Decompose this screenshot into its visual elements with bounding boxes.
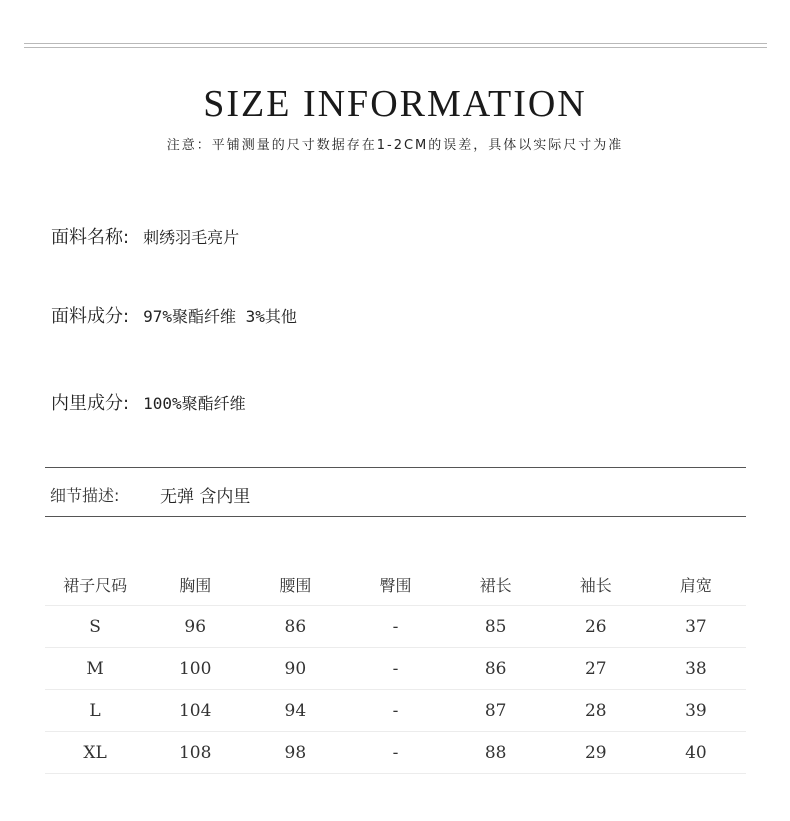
measurement-note: 注意：平铺测量的尺寸数据存在1-2CM的误差，具体以实际尺寸为准 — [166, 138, 624, 153]
fabric-composition-label: 面料成分: — [51, 306, 130, 327]
page-title: SIZE INFORMATION — [203, 83, 587, 125]
table-cell: L — [45, 690, 145, 732]
table-row — [45, 606, 746, 648]
table-cell: 108 — [145, 732, 245, 774]
table-cell: 40 — [646, 732, 746, 774]
details-box — [45, 467, 746, 517]
table-cell: 27 — [546, 648, 646, 690]
table-cell: XL — [45, 732, 145, 774]
table-cell: - — [345, 732, 445, 774]
table-cell: M — [45, 648, 145, 690]
table-cell: 104 — [145, 690, 245, 732]
table-cell: 38 — [646, 648, 746, 690]
table-cell: 86 — [245, 606, 345, 648]
size-table-header-row — [45, 563, 746, 606]
header-shoulder-width: 肩宽 — [646, 563, 746, 606]
table-cell: S — [45, 606, 145, 648]
header-hip: 臀围 — [345, 563, 445, 606]
top-divider-line — [24, 47, 767, 48]
header-waist: 腰围 — [245, 563, 345, 606]
header-skirt-length: 裙长 — [446, 563, 546, 606]
lining-composition-value: 100%聚酯纤维 — [143, 394, 246, 413]
table-row — [45, 690, 746, 732]
table-cell: 96 — [145, 606, 245, 648]
table-cell: 100 — [145, 648, 245, 690]
table-cell: 87 — [446, 690, 546, 732]
table-cell: 88 — [446, 732, 546, 774]
table-cell: - — [345, 648, 445, 690]
table-cell: 39 — [646, 690, 746, 732]
table-cell: - — [345, 606, 445, 648]
table-row — [45, 732, 746, 774]
header-size: 裙子尺码 — [45, 563, 145, 606]
table-cell: 26 — [546, 606, 646, 648]
fabric-composition-value: 97%聚酯纤维 3%其他 — [143, 307, 297, 326]
details-value: 无弹 含内里 — [160, 487, 251, 507]
fabric-name-value: 刺绣羽毛亮片 — [143, 228, 240, 247]
table-cell: 29 — [546, 732, 646, 774]
lining-composition-row — [51, 393, 246, 415]
header-bust: 胸围 — [145, 563, 245, 606]
table-cell: 94 — [245, 690, 345, 732]
fabric-name-label: 面料名称: — [51, 227, 130, 248]
table-cell: 86 — [446, 648, 546, 690]
details-label: 细节描述: — [50, 486, 120, 505]
table-row — [45, 648, 746, 690]
table-cell: 85 — [446, 606, 546, 648]
top-divider-line — [24, 43, 767, 44]
size-table — [45, 563, 746, 774]
table-cell: - — [345, 690, 445, 732]
table-cell: 90 — [245, 648, 345, 690]
table-cell: 28 — [546, 690, 646, 732]
lining-composition-label: 内里成分: — [51, 393, 130, 414]
table-cell: 37 — [646, 606, 746, 648]
table-cell: 98 — [245, 732, 345, 774]
fabric-name-row — [51, 227, 239, 249]
header-sleeve-length: 袖长 — [546, 563, 646, 606]
fabric-composition-row — [51, 306, 297, 328]
